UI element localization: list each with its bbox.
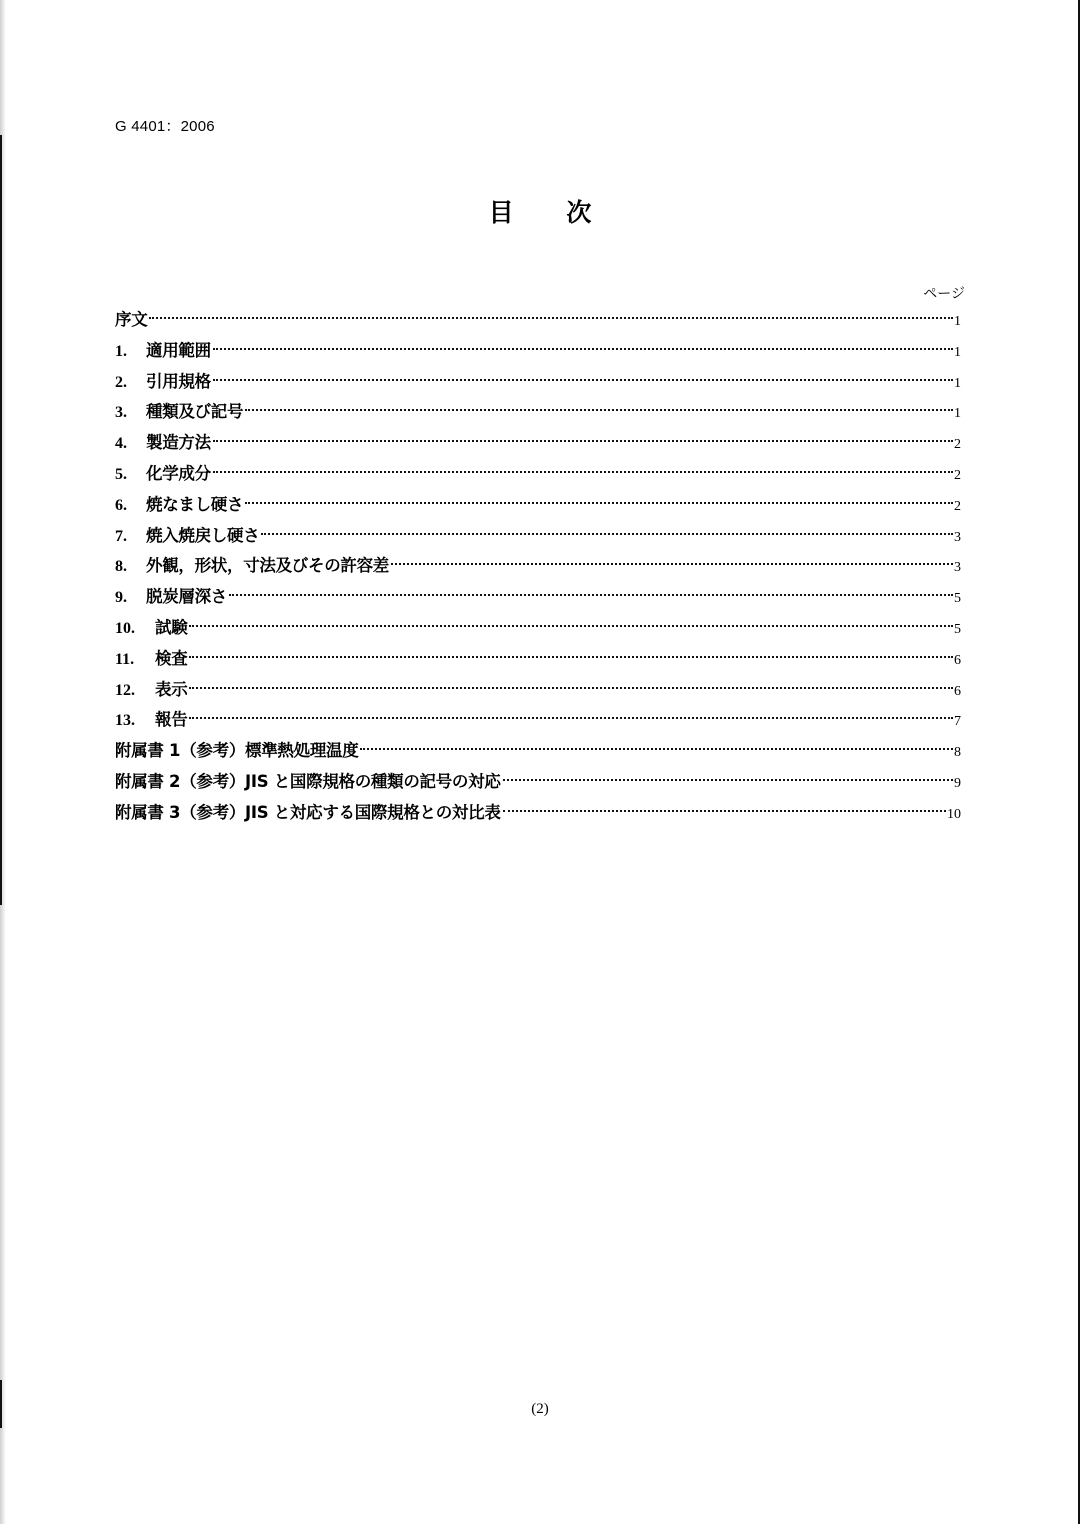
dot-leader <box>503 779 953 781</box>
document-code: G 4401：2006 <box>115 118 215 135</box>
toc-entry-page: 1 <box>954 375 961 391</box>
dot-leader <box>245 409 953 411</box>
page-title: 目 次 <box>488 198 614 227</box>
toc-entry-2[interactable] <box>115 367 961 398</box>
toc-entry-13[interactable] <box>115 705 961 736</box>
toc-entry-title: 表示 <box>155 679 188 699</box>
dot-leader <box>261 533 953 535</box>
toc-entry-title: 報告 <box>155 710 188 730</box>
toc-entry-page: 8 <box>954 745 961 761</box>
toc-entry-page: 6 <box>954 683 961 699</box>
toc-entry-3[interactable] <box>115 397 961 428</box>
dot-leader <box>391 563 953 565</box>
toc-entry-title: 附属書 3（参考）JIS と対応する国際規格との対比表 <box>115 802 501 822</box>
page-edge-left <box>0 135 2 905</box>
toc-entry-title: 検査 <box>155 648 188 668</box>
toc-entry-10[interactable] <box>115 613 961 644</box>
toc-entry-page: 6 <box>954 652 961 668</box>
toc-entry-number: 4. <box>115 435 127 453</box>
toc-entry-page: 7 <box>954 714 961 730</box>
toc-entry-number: 11. <box>115 650 135 668</box>
toc-entry-number: 13. <box>115 712 135 730</box>
toc-entry-page: 2 <box>954 467 961 483</box>
toc-entry-page: 3 <box>954 529 961 545</box>
toc-entry-title: 引用規格 <box>146 371 211 391</box>
toc-entry-page: 2 <box>954 498 961 514</box>
toc-entry-title: 脱炭層深さ <box>146 587 228 607</box>
toc-entry-number: 7. <box>115 527 127 545</box>
toc-entry-annex-3[interactable] <box>115 798 961 829</box>
toc-entry-annex-1[interactable] <box>115 736 961 767</box>
toc-entry-11[interactable] <box>115 644 961 675</box>
toc-entry-preface[interactable] <box>115 305 961 336</box>
toc-entry-number: 1. <box>115 342 127 360</box>
dot-leader <box>213 379 953 381</box>
toc-entry-7[interactable] <box>115 521 961 552</box>
toc-entry-8[interactable] <box>115 551 961 582</box>
toc-entry-number: 12. <box>115 681 135 699</box>
dot-leader <box>213 440 953 442</box>
toc-entry-page: 1 <box>954 344 961 360</box>
toc-entry-title: 種類及び記号 <box>146 402 244 422</box>
dot-leader <box>189 656 953 658</box>
toc-entry-page: 1 <box>954 406 961 422</box>
dot-leader <box>189 625 953 627</box>
toc-entry-title: 製造方法 <box>146 433 211 453</box>
toc-entry-4[interactable] <box>115 428 961 459</box>
toc-entry-page: 2 <box>954 437 961 453</box>
toc-entry-title: 附属書 2（参考）JIS と国際規格の種類の記号の対応 <box>115 771 501 791</box>
toc-entry-page: 9 <box>954 775 961 791</box>
dot-leader <box>213 471 953 473</box>
dot-leader <box>149 317 953 319</box>
dot-leader <box>189 687 953 689</box>
toc-entry-number: 8. <box>115 558 127 576</box>
toc-entry-9[interactable] <box>115 582 961 613</box>
toc-entry-title: 焼なまし硬さ <box>146 494 244 514</box>
toc-entry-title: 外観，形状，寸法及びその許容差 <box>146 556 390 576</box>
toc-entry-5[interactable] <box>115 459 961 490</box>
toc-entry-number: 10. <box>115 619 135 637</box>
page-number: (2) <box>531 1401 549 1417</box>
dot-leader <box>229 594 953 596</box>
toc-entry-page: 5 <box>954 591 961 607</box>
table-of-contents <box>115 305 961 829</box>
dot-leader <box>189 717 953 719</box>
toc-entry-12[interactable] <box>115 675 961 706</box>
dot-leader <box>503 810 946 812</box>
toc-entry-title: 序文 <box>115 310 148 329</box>
toc-entry-page: 3 <box>954 560 961 576</box>
toc-entry-title: 焼入焼戻し硬さ <box>146 525 260 545</box>
dot-leader <box>360 748 953 750</box>
toc-entry-page: 5 <box>954 621 961 637</box>
toc-entry-number: 2. <box>115 373 127 391</box>
toc-entry-title: 適用範囲 <box>146 340 211 360</box>
toc-entry-title: 化学成分 <box>146 463 211 483</box>
toc-entry-6[interactable] <box>115 490 961 521</box>
toc-entry-number: 6. <box>115 496 127 514</box>
toc-entry-annex-2[interactable] <box>115 767 961 798</box>
toc-entry-page: 1 <box>954 314 961 329</box>
toc-entry-number: 5. <box>115 465 127 483</box>
toc-entry-number: 9. <box>115 589 127 607</box>
toc-entry-title: 試験 <box>155 617 188 637</box>
dot-leader <box>213 348 953 350</box>
dot-leader <box>245 502 953 504</box>
page-column-label: ページ <box>923 286 965 302</box>
toc-entry-1[interactable] <box>115 336 961 367</box>
toc-entry-page: 10 <box>947 806 961 822</box>
toc-entry-title: 附属書 1（参考）標準熱処理温度 <box>115 741 359 761</box>
toc-entry-number: 3. <box>115 404 127 422</box>
